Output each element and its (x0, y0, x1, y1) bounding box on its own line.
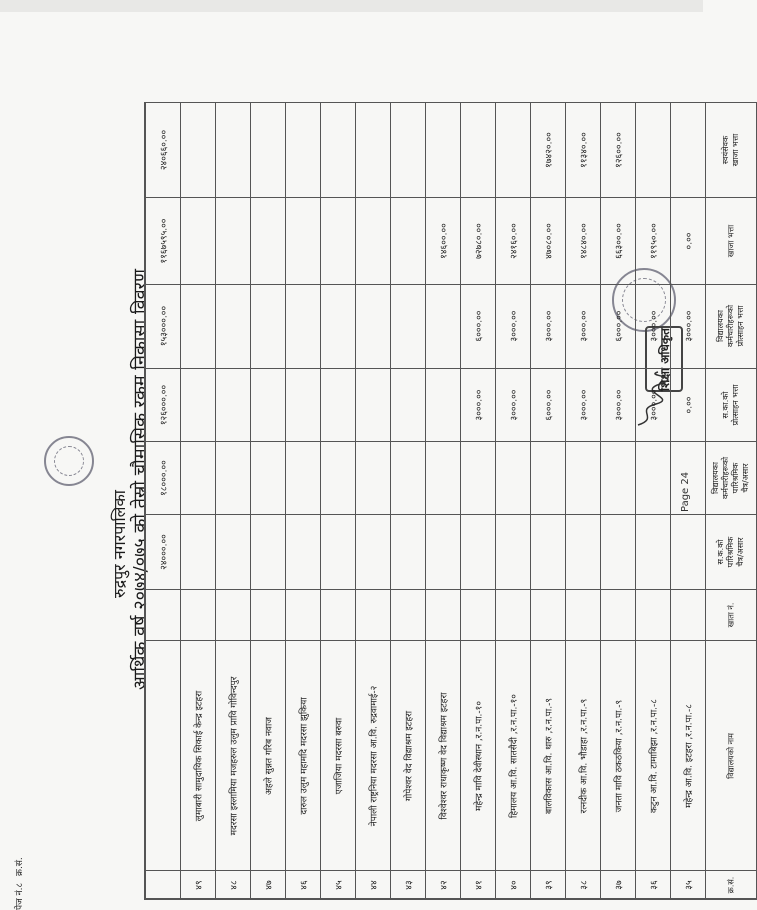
cell-acc (356, 590, 390, 641)
cell-a (251, 515, 285, 589)
cell-c (251, 369, 285, 442)
table-row (425, 103, 460, 899)
cell-c (286, 369, 320, 442)
cell-c (321, 369, 355, 442)
table-row (460, 103, 495, 899)
cell-acc (601, 590, 635, 641)
cell-b: १८०००.०० (146, 442, 180, 515)
cell-acc (531, 590, 565, 641)
table-row (635, 103, 670, 899)
cell-c: ३०००.०० (461, 369, 495, 442)
cell-c: १२६०००.०० (146, 369, 180, 442)
cell-c (216, 369, 250, 442)
header-teacher-salary: स.क.को पारिश्रमिक चैत्र/असार (706, 515, 756, 589)
cell-a (321, 515, 355, 589)
cell-b (321, 442, 355, 515)
cell-f (216, 103, 250, 198)
cell-c (356, 369, 390, 442)
municipality-seal-icon (44, 436, 94, 486)
cell-e: ४७०८०.०० (531, 198, 565, 285)
cell-name: बालविकास आ.वि. थारु ,र.न.पा.-९ (531, 641, 565, 871)
cell-b (566, 442, 600, 515)
cell-b (636, 442, 670, 515)
header-school-name: विद्यालयको नाम (706, 641, 756, 871)
cell-acc (146, 590, 180, 641)
cell-a (636, 515, 670, 589)
cell-b (356, 442, 390, 515)
cell-b (531, 442, 565, 515)
cell-d (181, 285, 215, 369)
education-officer-stamp-text: शिक्षा अधिकृत (657, 327, 672, 391)
cell-name: अहले सुन्नत गरिब नवाज (251, 641, 285, 871)
cell-acc (496, 590, 530, 641)
cell-b (251, 442, 285, 515)
cell-e: ११९५०.०० (636, 198, 670, 285)
cell-f (426, 103, 460, 198)
cell-e: ११६७५९५.०० (146, 198, 180, 285)
page-label-sn: क्र.सं. (15, 857, 25, 876)
cell-name: कटुन आ.वि. टामाबिझा ,र.न.पा.-८ (636, 641, 670, 871)
cell-b (391, 442, 425, 515)
cell-name: एजाजिया मदरसा बरुवा (321, 641, 355, 871)
cell-e (356, 198, 390, 285)
cell-a (181, 515, 215, 589)
cell-f (636, 103, 670, 198)
cell-f: ११३४०.०० (566, 103, 600, 198)
cell-name: मदरसा इस्लामिया मजहरुल उलुम प्रावि गोविन्दपुर (216, 641, 250, 871)
allocation-table (144, 102, 757, 900)
cell-acc (391, 590, 425, 641)
cell-e (391, 198, 425, 285)
cell-c: ०.०० (671, 369, 705, 442)
cell-name: विश्वेश्वर राधाकृष्ण वेद विद्याश्रम इटहरा (426, 641, 460, 871)
cell-c (181, 369, 215, 442)
cell-acc (181, 590, 215, 641)
cell-a (426, 515, 460, 589)
cell-acc (286, 590, 320, 641)
cell-a (391, 515, 425, 589)
cell-b (671, 442, 705, 515)
cell-f (461, 103, 495, 198)
cell-d: ३०००.०० (671, 285, 705, 369)
header-sn: क्र.सं. (706, 871, 756, 899)
cell-c: ३०००.०० (636, 369, 670, 442)
header-volunteer-tiffin: स्वयंसेवक खाजा भत्ता (706, 103, 756, 198)
cell-name: हिमालय आ.वि. सातसैदी ,र.न.पा.-१० (496, 641, 530, 871)
table-row (285, 103, 320, 899)
cell-name: लुमाबारी सामुदायिक सिकाई केन्द्र इटहरा (181, 641, 215, 871)
cell-sn: ३९ (531, 871, 565, 899)
cell-b (286, 442, 320, 515)
cell-e (251, 198, 285, 285)
cell-sn: ३५ (671, 871, 705, 899)
cell-d: १५३०००.०० (146, 285, 180, 369)
cell-sn: ४२ (426, 871, 460, 899)
table-row (495, 103, 530, 899)
table-row (530, 103, 565, 899)
cell-acc (566, 590, 600, 641)
cell-b (461, 442, 495, 515)
table-row (390, 103, 425, 899)
document-subtitle: आर्थिक वर्ष २०७४/०७५ को तेस्रो चौमासिक रकम निकासा विवरण (130, 268, 151, 690)
cell-d (356, 285, 390, 369)
cell-e: १४८४०.०० (566, 198, 600, 285)
cell-a (286, 515, 320, 589)
cell-a (216, 515, 250, 589)
cell-name: दारुल उलुम महामदि मदरसा झुकिया (286, 641, 320, 871)
header-staff-salary: विद्यालयका कर्मचारीहरूको पारिश्रमिक चैत्र/असार (706, 442, 756, 515)
cell-e: ०.०० (671, 198, 705, 285)
cell-f (251, 103, 285, 198)
page-number: Page 24 (680, 471, 691, 512)
cell-a (531, 515, 565, 589)
cell-b (496, 442, 530, 515)
cell-b (426, 442, 460, 515)
header-staff-incentive: विद्यालयका कर्मचारीहरूको प्रोत्साहन भत्ता (706, 285, 756, 369)
cell-a (496, 515, 530, 589)
cell-name (146, 641, 180, 871)
cell-b (216, 442, 250, 515)
cell-f (671, 103, 705, 198)
table-row (215, 103, 250, 899)
cell-sn (146, 871, 180, 899)
cell-a (601, 515, 635, 589)
table-row (565, 103, 600, 899)
cell-d (321, 285, 355, 369)
cell-e: ६६३००.०० (601, 198, 635, 285)
cell-f (286, 103, 320, 198)
cell-e: २४१६०.०० (496, 198, 530, 285)
cell-sn: ४६ (286, 871, 320, 899)
cell-name: जनता मावि ठकठकिया ,र.न.पा.-९ (601, 641, 635, 871)
cell-f (321, 103, 355, 198)
scan-edge (0, 0, 703, 12)
cell-d: ३०००.०० (496, 285, 530, 369)
table-row (320, 103, 355, 899)
cell-acc (671, 590, 705, 641)
cell-f (356, 103, 390, 198)
cell-f: २४०६६०.०० (146, 103, 180, 198)
cell-name: गोपेश्वर वेद विद्याश्रम इटहरा (391, 641, 425, 871)
cell-sn: ३६ (636, 871, 670, 899)
cell-e: १४६००.०० (426, 198, 460, 285)
cell-name: महेन्द्र मावि देवीस्थान ,र.न.पा.-१० (461, 641, 495, 871)
cell-d (251, 285, 285, 369)
cell-acc (321, 590, 355, 641)
cell-c: ३०००.०० (566, 369, 600, 442)
cell-d: ६०००.०० (601, 285, 635, 369)
table-totals-row (145, 103, 180, 899)
cell-a (461, 515, 495, 589)
cell-name: नेपाली राष्ट्रनिया मदरसा आ.वि. रुद्रवामाई-२ (356, 641, 390, 871)
cell-d (286, 285, 320, 369)
cell-acc (251, 590, 285, 641)
cell-e (181, 198, 215, 285)
cell-a: २४०००.०० (146, 515, 180, 589)
table-row (355, 103, 390, 899)
cell-sn: ४३ (391, 871, 425, 899)
page-label (12, 853, 25, 910)
header-tiffin-allowance: खाजा भत्ता (706, 198, 756, 285)
cell-acc (636, 590, 670, 641)
cell-e (321, 198, 355, 285)
cell-b (181, 442, 215, 515)
cell-sn: ४५ (321, 871, 355, 899)
cell-a (671, 515, 705, 589)
cell-b (601, 442, 635, 515)
cell-sn: ४० (496, 871, 530, 899)
cell-name: रत्नदीक आ.वि. भौडाहा ,र.न.पा.-९ (566, 641, 600, 871)
cell-d (391, 285, 425, 369)
table-row (600, 103, 635, 899)
cell-f: १२६००.०० (601, 103, 635, 198)
cell-d: ६०००.०० (461, 285, 495, 369)
cell-d (426, 285, 460, 369)
header-teacher-incentive: स.का.को प्रोत्साहन भत्ता (706, 369, 756, 442)
table-row (180, 103, 215, 899)
cell-sn: ४९ (181, 871, 215, 899)
table-row (670, 103, 705, 899)
cell-name: महेन्द्र आ.वि. इटहरा ,र.न.पा.-८ (671, 641, 705, 871)
cell-acc (216, 590, 250, 641)
cell-c: ३०००.०० (496, 369, 530, 442)
table-header-row (705, 103, 756, 899)
cell-f: १७४२०.०० (531, 103, 565, 198)
cell-c (391, 369, 425, 442)
page-label-page: पेज नं.८ (15, 882, 25, 910)
cell-d: ३०००.०० (531, 285, 565, 369)
cell-acc (461, 590, 495, 641)
cell-c (426, 369, 460, 442)
cell-sn: ४८ (216, 871, 250, 899)
cell-acc (426, 590, 460, 641)
cell-d (216, 285, 250, 369)
cell-sn: ४४ (356, 871, 390, 899)
table-row (250, 103, 285, 899)
document-title: रुद्रपुर नगरपालिका (110, 490, 129, 598)
cell-f (496, 103, 530, 198)
cell-e: ७२७८०.०० (461, 198, 495, 285)
cell-e (286, 198, 320, 285)
cell-sn: ४७ (251, 871, 285, 899)
cell-e (216, 198, 250, 285)
cell-sn: ३७ (601, 871, 635, 899)
cell-c: ६०००.०० (531, 369, 565, 442)
header-account-no: खाता नं. (706, 590, 756, 641)
cell-c: ३०००.०० (601, 369, 635, 442)
cell-sn: ४१ (461, 871, 495, 899)
cell-f (391, 103, 425, 198)
cell-a (566, 515, 600, 589)
cell-f (181, 103, 215, 198)
cell-sn: ३८ (566, 871, 600, 899)
cell-a (356, 515, 390, 589)
cell-d: ३०००.०० (636, 285, 670, 369)
cell-d: ३०००.०० (566, 285, 600, 369)
